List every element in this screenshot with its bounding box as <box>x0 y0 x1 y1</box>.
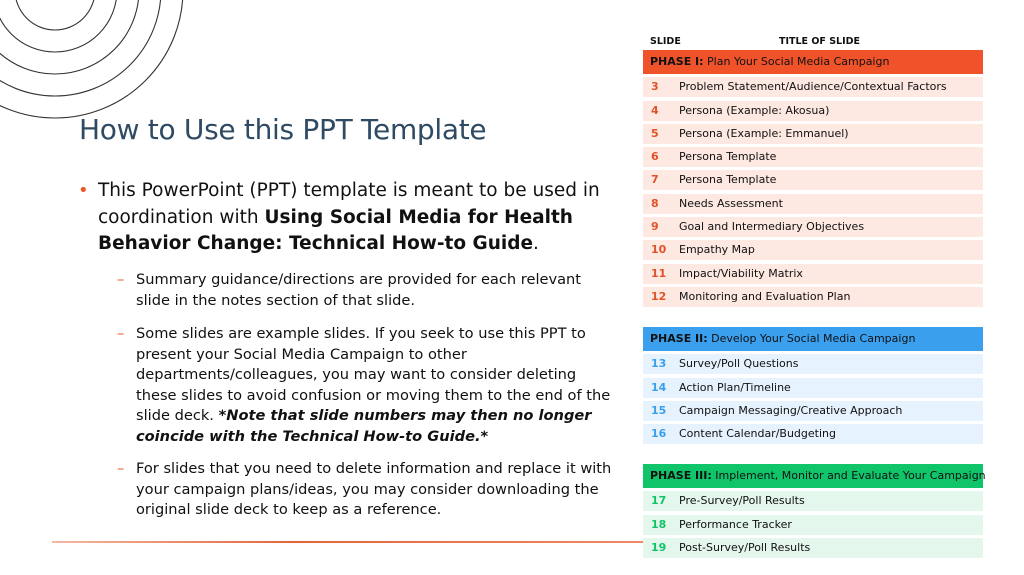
main-bullet-text <box>98 178 608 258</box>
slide-title: Performance Tracker <box>679 517 792 531</box>
slide-title: Monitoring and Evaluation Plan <box>679 289 851 303</box>
slide-number: 4 <box>651 103 659 117</box>
sub-bullet-3 <box>117 459 617 521</box>
phase-3-section <box>643 464 986 558</box>
slide-title: Persona Template <box>679 173 777 187</box>
slide-number: 13 <box>651 357 667 371</box>
slide-number: 7 <box>651 173 659 187</box>
slide-index-table <box>643 34 986 558</box>
slide-title: Content Calendar/Budgeting <box>679 427 836 441</box>
slide-number: 9 <box>651 220 659 234</box>
sub-bullet-3-text: For slides that you need to delete information and replace it with your campaign plans/ideas, you may consider downloading the original slide deck to keep as a reference. <box>136 460 612 518</box>
table-row <box>643 354 983 374</box>
table-row <box>643 287 983 307</box>
phase-3-header <box>643 464 986 488</box>
slide-number: 8 <box>651 196 659 210</box>
column-header-title: TITLE OF SLIDE <box>779 36 861 47</box>
dash-marker: – <box>117 325 125 342</box>
slide-title: Empathy Map <box>679 243 755 257</box>
table-row <box>643 424 983 444</box>
decorative-arcs <box>0 0 200 130</box>
table-header <box>643 34 983 50</box>
dash-marker: – <box>117 271 125 288</box>
slide-number: 3 <box>651 80 659 94</box>
phase-label: PHASE III: <box>650 469 712 483</box>
table-row <box>643 378 983 398</box>
slide-number: 19 <box>651 541 667 555</box>
sub-bullet-2-body: Some slides are example slides. If you seek to use this PPT to present your Social Media Campaign to other departments/colleagues, you may want to consider deleting these slides to avoid confusion or moving them to the end of the slide deck. <box>136 325 611 424</box>
slide-title: Impact/Viability Matrix <box>679 266 803 280</box>
slide-title: Problem Statement/Audience/Contextual Factors <box>679 80 947 94</box>
slide-title: Pre-Survey/Poll Results <box>679 494 805 508</box>
phase-2-header <box>643 327 983 351</box>
table-row <box>643 170 983 190</box>
sub-bullet-2-text <box>136 324 617 447</box>
slide-title: Persona (Example: Emmanuel) <box>679 126 849 140</box>
slide-number: 5 <box>651 126 659 140</box>
slide-title: Persona Template <box>679 150 777 164</box>
table-row <box>643 264 983 284</box>
slide-title: Post-Survey/Poll Results <box>679 541 811 555</box>
slide-number: 6 <box>651 150 659 164</box>
main-bullet <box>78 178 608 258</box>
slide-title: Survey/Poll Questions <box>679 357 799 371</box>
bullet-dot: • <box>78 180 89 201</box>
main-bullet-post: . <box>533 233 539 254</box>
dash-marker: – <box>117 460 125 477</box>
phase-1-section <box>643 50 983 307</box>
column-header-slide: SLIDE <box>650 36 681 47</box>
phase-title: Develop Your Social Media Campaign <box>711 331 916 345</box>
phase-title: Plan Your Social Media Campaign <box>707 55 890 68</box>
phase-label: PHASE I: <box>650 55 704 68</box>
slide-number: 11 <box>651 266 667 280</box>
slide-title: Goal and Intermediary Objectives <box>679 220 865 234</box>
slide-number: 15 <box>651 403 667 417</box>
main-bullet-pre: This PowerPoint (PPT) template is meant to be used in coordination with <box>98 180 600 228</box>
table-row <box>643 124 983 144</box>
table-row <box>643 515 983 535</box>
divider-line <box>52 541 652 543</box>
sub-bullet-2-note: *Note that slide numbers may then no longer coincide with the Technical How-to Guide.* <box>136 407 592 445</box>
slide-number: 14 <box>651 380 667 394</box>
page-title: How to Use this PPT Template <box>79 113 487 146</box>
slide-title: Campaign Messaging/Creative Approach <box>679 403 903 417</box>
table-row <box>643 147 983 167</box>
table-row <box>643 77 983 97</box>
sub-bullet-2 <box>117 324 617 447</box>
slide-number: 16 <box>651 427 667 441</box>
slide-title: Action Plan/Timeline <box>679 380 791 394</box>
phase-title: Implement, Monitor and Evaluate Your Campaign <box>715 469 986 483</box>
phase-label: PHASE II: <box>650 331 708 345</box>
table-row <box>643 491 983 511</box>
table-row <box>643 538 983 558</box>
sub-bullet-1 <box>117 270 617 311</box>
slide-number: 10 <box>651 243 667 257</box>
slide-number: 12 <box>651 289 667 303</box>
guide-title: Using Social Media for Health Behavior Change: Technical How-to Guide <box>98 206 573 254</box>
sub-bullet-1-text: Summary guidance/directions are provided for each relevant slide in the notes section of that slide. <box>136 271 582 309</box>
table-row <box>643 401 983 421</box>
table-row <box>643 101 983 121</box>
phase-1-header <box>643 50 983 74</box>
table-row <box>643 194 983 214</box>
table-row <box>643 240 983 260</box>
slide-title: Needs Assessment <box>679 196 783 210</box>
slide-number: 18 <box>651 517 667 531</box>
slide-title: Persona (Example: Akosua) <box>679 103 830 117</box>
phase-2-section <box>643 327 983 444</box>
slide-number: 17 <box>651 494 667 508</box>
table-row <box>643 217 983 237</box>
